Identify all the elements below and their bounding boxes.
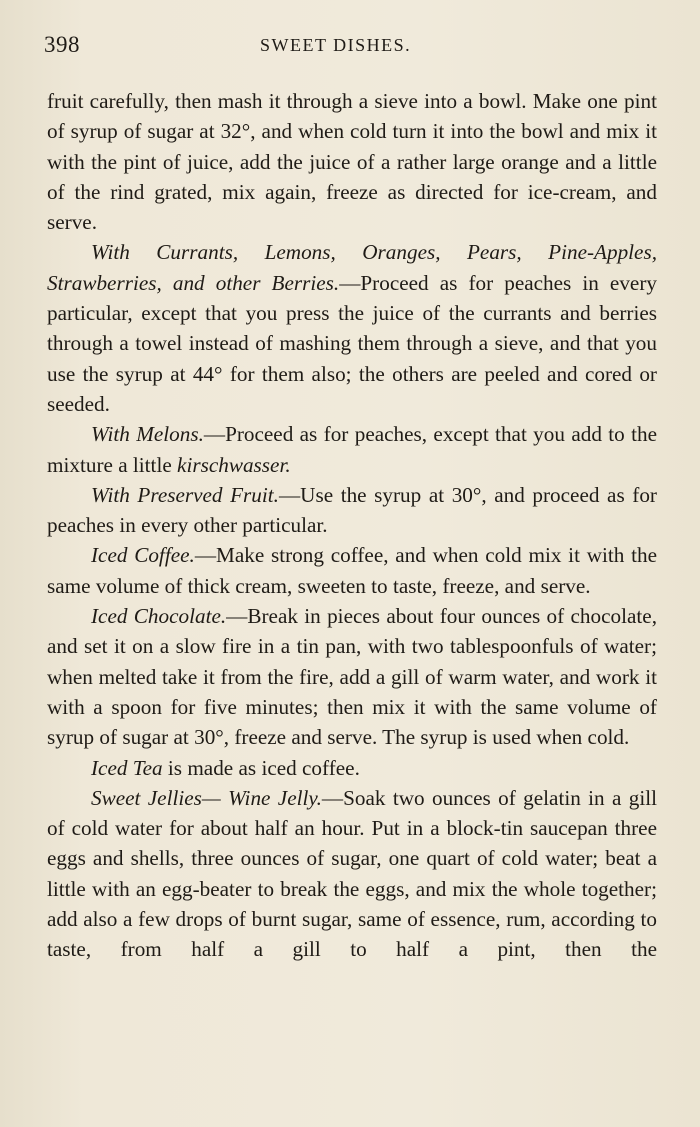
running-head: [44, 32, 656, 66]
paragraph-text: —Use the syrup at 30°, and proceed as for peaches in every other particular.: [47, 482, 657, 538]
paragraph-melons: [47, 419, 657, 480]
paragraph-lead: Iced Chocolate.: [91, 604, 227, 629]
paragraph-currants: [47, 237, 657, 419]
paragraph-iced-tea: [47, 753, 657, 783]
paragraph-lead: With Melons.: [91, 422, 204, 447]
running-title: SWEET DISHES.: [260, 35, 412, 55]
paragraph-text: —Make strong coffee, and when cold mix it with the same volume of thick cream, sweeten to taste, freeze, and serve.: [47, 543, 657, 598]
paragraph-lead: With Preserved Fruit.: [91, 482, 279, 507]
paragraph-text: —Proceed as for peaches, except that you add to the mixture a little: [47, 422, 657, 477]
paragraph-fruit-continuation: [47, 86, 657, 237]
body-text: [47, 86, 657, 965]
paragraph-preserved-fruit: [47, 480, 657, 541]
paragraph-text: —Proceed as for peaches in every particular, except that you press the juice of the currants and berries through a towel instead of mashing them through a sieve, and that you use the syrup at 44° for them also; the others are peeled and cored or seeded.: [47, 270, 657, 416]
paragraph-text: fruit carefully, then mash it through a sieve into a bowl. Make one pint of syrup of sugar at 32°, and when cold turn it into the bowl and mix it with the pint of juice, add the juice of a rather large orange and a little of the rind grated, mix again, freeze as directed for ice-cream, and serve.: [47, 89, 657, 235]
paragraph-italic-tail: kirschwasser.: [177, 452, 291, 477]
paragraph-iced-coffee: [47, 540, 657, 601]
paragraph-lead: Sweet Jellies— Wine Jelly.: [91, 785, 322, 810]
paragraph-wine-jelly: [47, 783, 657, 965]
page-number: 398: [44, 32, 80, 57]
paragraph-lead: With Currants, Lemons, Oranges, Pears, Pine-Apples, Strawberries, and other Berries.: [47, 240, 657, 295]
paragraph-lead: Iced Coffee.: [91, 543, 195, 568]
paragraph-text: —Break in pieces about four ounces of chocolate, and set it on a slow fire in a tin pan, with two tablespoonfuls of water; when melted take it from the fire, add a gill of warm water, and work it with a spoon for five minutes; then mix it with the same volume of syrup of sugar at 30°, freeze and serve. The syrup is used when cold.: [47, 604, 657, 750]
paragraph-text: —Soak two ounces of gelatin in a gill of cold water for about half an hour. Put in a block-tin saucepan three eggs and shells, three ounces of sugar, one quart of cold water; beat a little with an egg-beater to break the eggs, and mix the whole together; add also a few drops of burnt sugar, same of essence, rum, according to taste, from half a gill to half a pint, then the: [47, 785, 658, 962]
paragraph-iced-chocolate: [47, 601, 657, 752]
paragraph-text: is made as iced coffee.: [162, 755, 360, 780]
paragraph-lead: Iced Tea: [91, 755, 163, 780]
